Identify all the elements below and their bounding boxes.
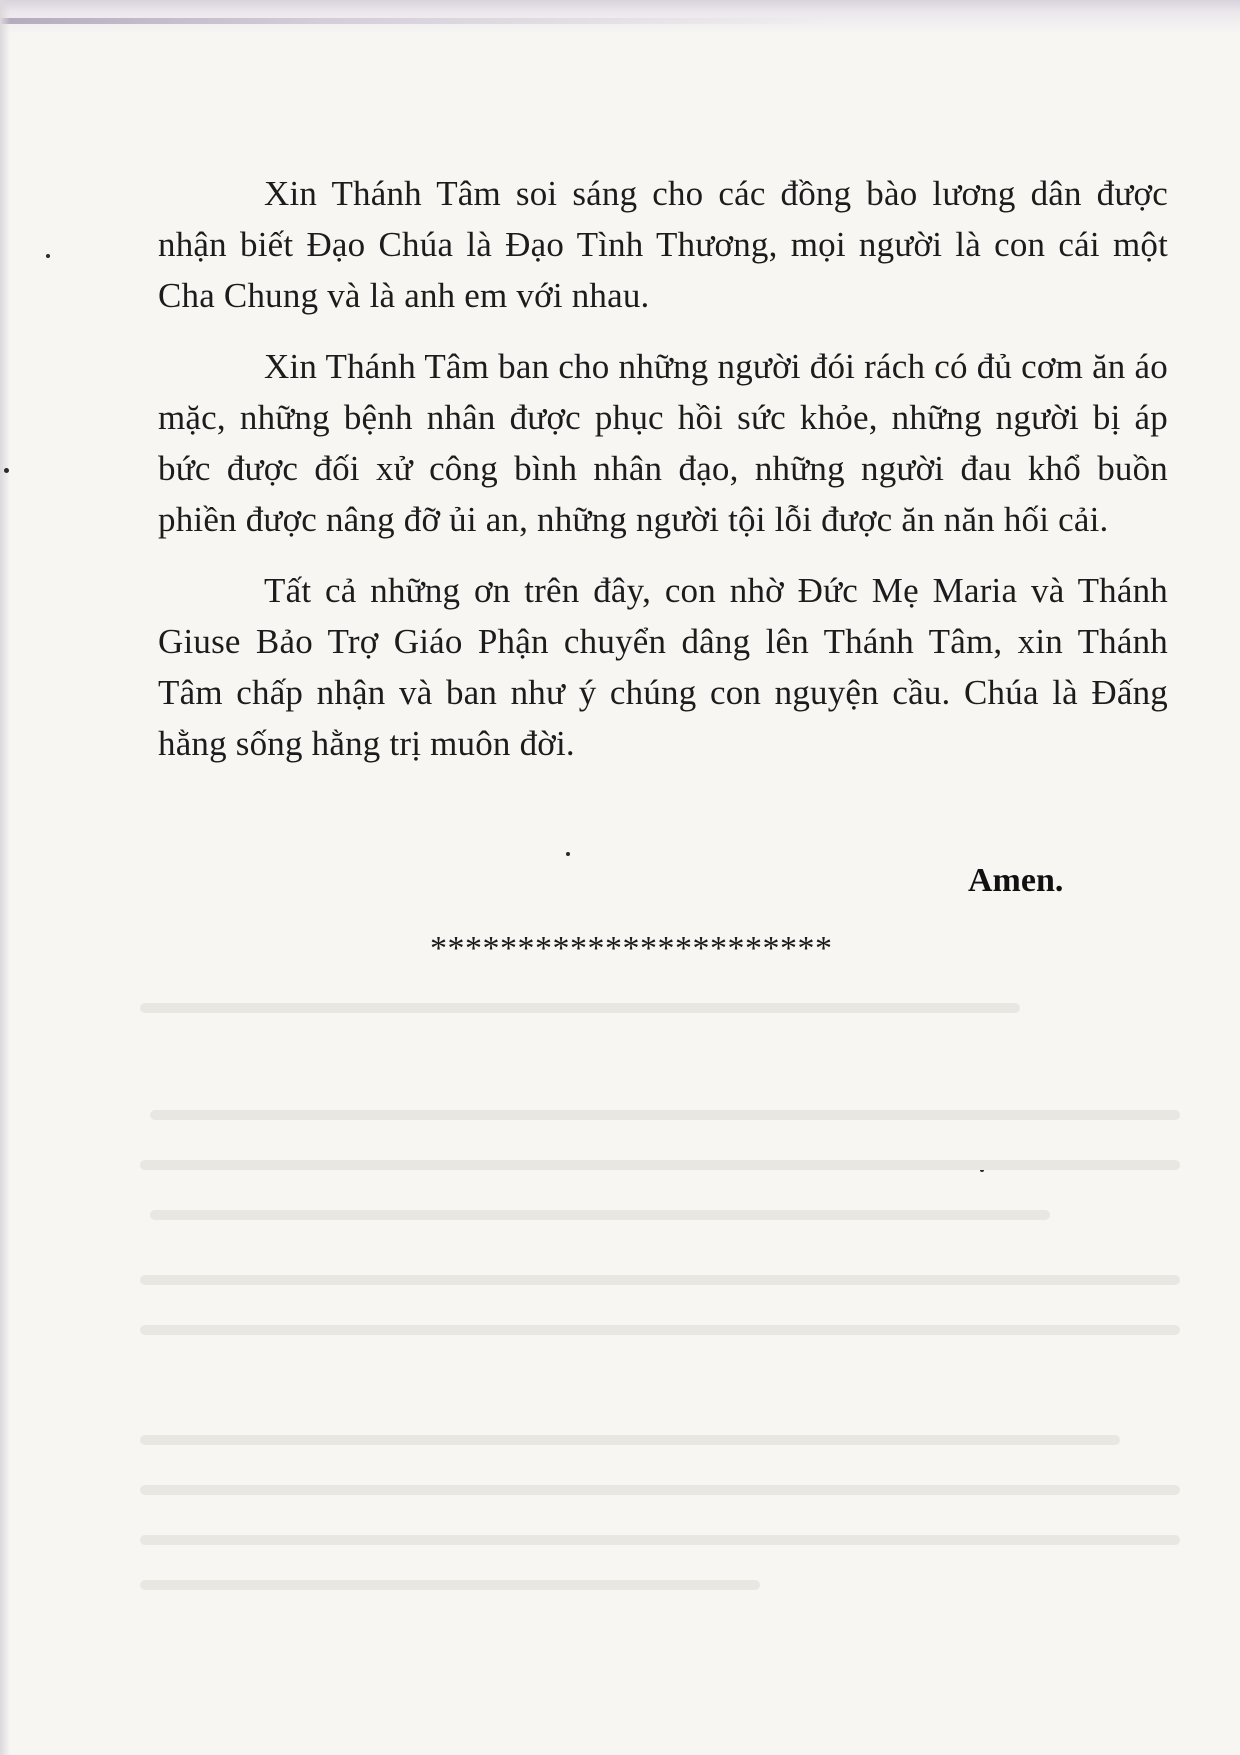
bleed-through-line [150, 1110, 1180, 1120]
page-left-shadow [0, 0, 10, 1755]
bleed-through-line [150, 1210, 1050, 1220]
separator-stars: *********************** [430, 930, 833, 967]
bleed-through-line [140, 1325, 1180, 1335]
bleed-through-line [140, 1003, 1020, 1013]
scan-speck [4, 468, 9, 473]
bleed-through-line [140, 1275, 1180, 1285]
scan-speck [46, 254, 50, 258]
scan-streak [0, 18, 820, 24]
paragraph-1: Xin Thánh Tâm soi sáng cho các đồng bào lương dân được nhận biết Đạo Chúa là Đạo Tình Thương, mọi người là con cái một Cha Chung và là anh em với nhau. [158, 174, 1168, 315]
prayer-text [158, 168, 1168, 789]
paragraph-2: Xin Thánh Tâm ban cho những người đói rách có đủ cơm ăn áo mặc, những bệnh nhân được phục hồi sức khỏe, những người bị áp bức được đối xử công bình nhân đạo, những người đau khổ buồn phiền được nâng đỡ ủi an, những người tội lỗi được ăn năn hối cải. [158, 347, 1168, 539]
page-top-edge [0, 0, 1240, 34]
paragraph-3: Tất cả những ơn trên đây, con nhờ Đức Mẹ Maria và Thánh Giuse Bảo Trợ Giáo Phận chuyển dâng lên Thánh Tâm, xin Thánh Tâm chấp nhận và ban như ý chúng con nguyện cầu. Chúa là Đấng hằng sống hằng trị muôn đời. [158, 571, 1168, 763]
bleed-through-line [140, 1435, 1120, 1445]
bleed-through-line [140, 1535, 1180, 1545]
scan-speck [566, 852, 570, 856]
bleed-through-line [140, 1160, 1180, 1170]
closing-amen: Amen. [968, 862, 1064, 899]
bleed-through-line [140, 1580, 760, 1590]
bleed-through-line [140, 1485, 1180, 1495]
